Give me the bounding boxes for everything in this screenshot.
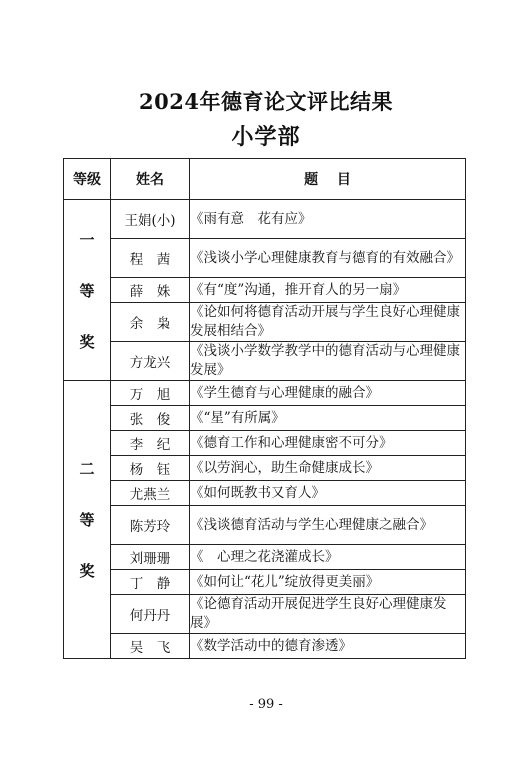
column-header-name: 姓名	[111, 159, 190, 200]
table-row	[64, 342, 466, 381]
author-name: 余 枭	[111, 303, 190, 342]
page-subtitle: 小学部	[231, 124, 301, 150]
author-name: 程 茜	[111, 239, 190, 278]
column-header-level: 等级	[64, 159, 111, 200]
level-char: 等	[79, 511, 95, 529]
table-row	[64, 278, 466, 303]
paper-title: 《雨有意 花有应》	[190, 200, 466, 239]
author-name: 张 俊	[111, 406, 190, 431]
page-title: 2024年德育论文评比结果	[139, 89, 393, 114]
level-char: 奖	[79, 562, 95, 580]
table-row	[64, 545, 466, 570]
author-name: 吴 飞	[111, 634, 190, 659]
level-char: 二	[79, 460, 95, 478]
paper-title: 《如何既教书又育人》	[190, 481, 466, 506]
level-second-prize	[64, 381, 111, 659]
paper-title: 《论如何将德育活动开展与学生良好心理健康发展相结合》	[190, 303, 466, 342]
author-name: 尤燕兰	[111, 481, 190, 506]
paper-title: 《 心理之花浇灌成长》	[190, 545, 466, 570]
column-header-topic: 题 目	[190, 159, 466, 200]
paper-title: 《以劳润心，助生命健康成长》	[190, 456, 466, 481]
paper-title: 《“星”有所属》	[190, 406, 466, 431]
author-name: 方龙兴	[111, 342, 190, 381]
author-name: 何丹丹	[111, 595, 190, 634]
paper-title: 《学生德育与心理健康的融合》	[190, 381, 466, 406]
author-name: 丁 静	[111, 570, 190, 595]
level-first-prize	[64, 200, 111, 381]
table-row	[64, 200, 466, 239]
paper-title: 《德育工作和心理健康密不可分》	[190, 431, 466, 456]
author-name: 薛 姝	[111, 278, 190, 303]
paper-title: 《如何让“花儿”绽放得更美丽》	[190, 570, 466, 595]
table-row	[64, 239, 466, 278]
level-char: 一	[79, 230, 95, 249]
author-name: 刘珊珊	[111, 545, 190, 570]
table-row	[64, 303, 466, 342]
results-table	[63, 158, 466, 659]
level-char: 等	[79, 281, 95, 300]
table-row	[64, 456, 466, 481]
table-row	[64, 481, 466, 506]
table-row	[64, 406, 466, 431]
paper-title: 《有“度”沟通，推开育人的另一扇》	[190, 278, 466, 303]
table-row	[64, 634, 466, 659]
page-number: - 99 -	[249, 697, 283, 712]
table-row	[64, 595, 466, 634]
paper-title: 《浅谈德育活动与学生心理健康之融合》	[190, 506, 466, 545]
author-name: 陈芳玲	[111, 506, 190, 545]
level-char: 奖	[79, 332, 95, 351]
author-name: 杨 钰	[111, 456, 190, 481]
table-header-row	[64, 159, 466, 200]
table-row	[64, 506, 466, 545]
table-row	[64, 381, 466, 406]
paper-title: 《论德育活动开展促进学生良好心理健康发展》	[190, 595, 466, 634]
paper-title: 《数学活动中的德育渗透》	[190, 634, 466, 659]
table-row	[64, 431, 466, 456]
paper-title: 《浅谈小学数学教学中的德育活动与心理健康发展》	[190, 342, 466, 381]
author-name: 王娟(小)	[111, 200, 190, 239]
table-row	[64, 570, 466, 595]
author-name: 万 旭	[111, 381, 190, 406]
author-name: 李 纪	[111, 431, 190, 456]
paper-title: 《浅谈小学心理健康教育与德育的有效融合》	[190, 239, 466, 278]
